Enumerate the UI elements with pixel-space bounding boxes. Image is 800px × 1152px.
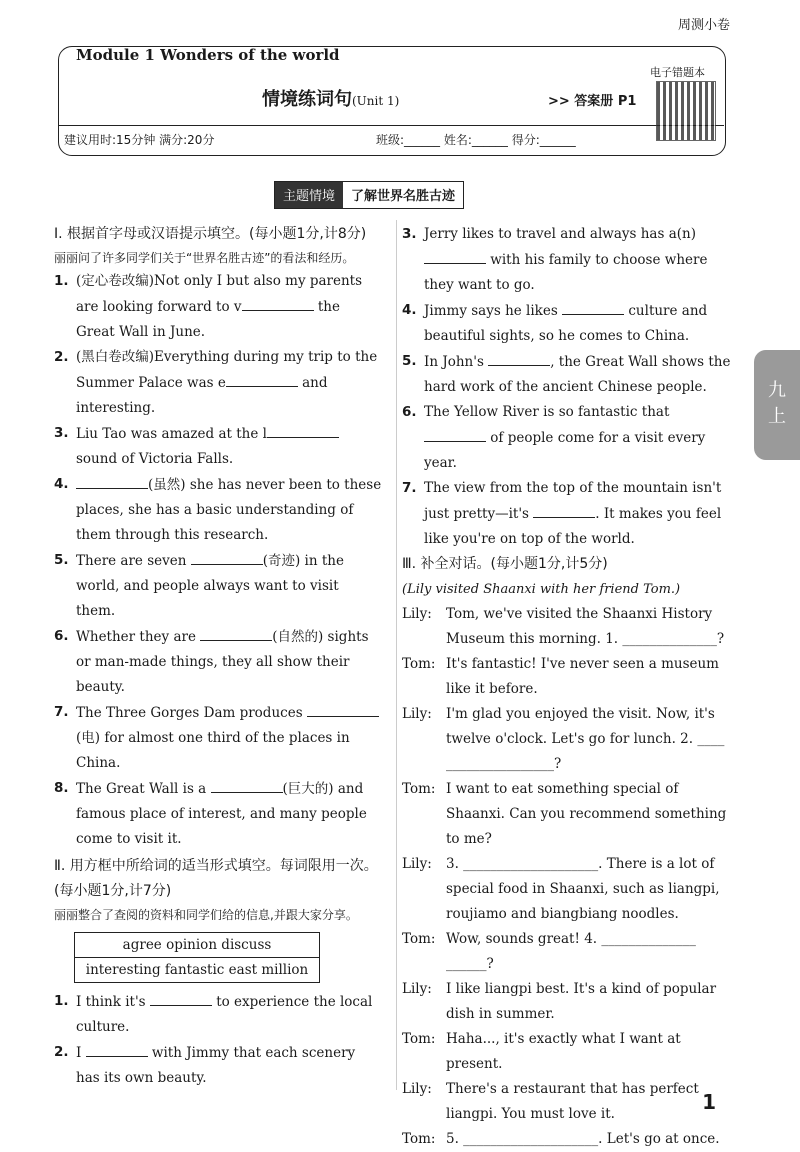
question-text <box>424 476 732 552</box>
question-post: sound of Victoria Falls. <box>76 451 234 467</box>
speaker-label: Tom: <box>402 1031 436 1047</box>
question-text <box>76 421 382 472</box>
dialogue-context: (Lily visited Shaanxi with her friend Tom.) <box>402 582 681 597</box>
grade-side-tab <box>754 350 800 460</box>
question-pre: Whether they are <box>76 629 201 645</box>
question-text <box>76 548 382 624</box>
question-post: of people come for a visit every year. <box>424 430 706 471</box>
question-number: 4. <box>402 302 417 318</box>
time-score-info: 建议用时:15分钟 满分:20分 <box>64 133 215 147</box>
question-pre: (定心卷改编)Not only I but also my parents are looking forward to v <box>76 273 363 315</box>
answer-blank[interactable] <box>150 989 212 1006</box>
answer-blank[interactable] <box>424 425 486 442</box>
question-pre: The view from the top of the mountain isn't just pretty—it's <box>424 480 722 522</box>
question-number: 1. <box>54 273 69 289</box>
section-2-intro: 丽丽整合了查阅的资料和同学们给的信息,并跟大家分享。 <box>54 908 358 922</box>
dialogue-line <box>402 1077 732 1127</box>
speaker-label: Lily: <box>402 706 432 722</box>
question-item <box>402 400 732 476</box>
dialogue-text[interactable]: I want to eat something special of Shaanxi. Can you recommend something to me? <box>446 781 727 847</box>
question-pre: Jimmy says he likes <box>424 303 563 319</box>
question-number: 2. <box>54 349 69 365</box>
dialogue-line <box>402 977 732 1027</box>
top-tag: 周测小卷 <box>677 18 730 33</box>
answer-blank[interactable] <box>242 294 314 311</box>
speaker-label: Tom: <box>402 656 436 672</box>
answer-reference: >> 答案册 P1 <box>548 94 637 109</box>
question-item <box>402 349 732 400</box>
question-post: with Jimmy that each scenery has its own beauty. <box>76 1045 356 1086</box>
right-column <box>402 222 732 1152</box>
dialogue-line <box>402 927 732 977</box>
question-text <box>76 700 382 776</box>
question-number: 3. <box>54 425 69 441</box>
dialogue-line <box>402 777 732 852</box>
question-number: 6. <box>54 628 69 644</box>
question-text <box>76 269 382 345</box>
dialogue-line <box>402 1127 732 1152</box>
question-item <box>54 989 382 1040</box>
question-post: (奇迹) in the world, and people always want to visit them. <box>76 553 344 619</box>
qr-code-icon[interactable] <box>656 81 716 141</box>
header-divider <box>58 125 724 126</box>
question-post: (巨大的) and famous place of interest, and many people come to visit it. <box>76 781 367 847</box>
answer-blank[interactable] <box>267 421 339 438</box>
speaker-label: Lily: <box>402 606 432 622</box>
answer-blank[interactable] <box>488 349 550 366</box>
question-pre: There are seven <box>76 553 191 569</box>
dialogue-text[interactable]: Tom, we've visited the Shaanxi History Museum this morning. 1. ______________? <box>446 606 725 647</box>
student-info-fields: 班级:______ 姓名:______ 得分:______ <box>376 133 576 147</box>
theme-tag: 主题情境 <box>275 182 343 208</box>
qr-label: 电子错题本 <box>650 66 705 79</box>
question-item <box>402 222 732 298</box>
question-item <box>54 269 382 345</box>
question-item <box>54 421 382 472</box>
dialogue-line <box>402 852 732 927</box>
section-2-title: Ⅱ. 用方框中所给词的适当形式填空。每词限用一次。(每小题1分,计7分) <box>54 858 378 899</box>
question-item <box>54 345 382 421</box>
side-tab-char: 九 <box>768 380 786 401</box>
side-tab-char: 上 <box>768 406 786 427</box>
question-post: the Great Wall in June. <box>76 299 340 340</box>
module-title: Module 1 Wonders of the world <box>76 46 340 64</box>
question-number: 5. <box>54 552 69 568</box>
dialogue-text[interactable]: There's a restaurant that has perfect liangpi. You must love it. <box>446 1081 699 1122</box>
question-text <box>76 624 382 700</box>
question-item <box>54 472 382 548</box>
question-text <box>424 222 732 298</box>
question-pre: The Yellow River is so fantastic that <box>424 404 670 420</box>
word-box-row: agree opinion discuss <box>122 937 272 953</box>
dialogue-text[interactable]: I'm glad you enjoyed the visit. Now, it's twelve o'clock. Let's go for lunch. 2. ____ ________________? <box>446 706 725 772</box>
question-pre: Jerry likes to travel and always has a(n) <box>424 226 696 242</box>
speaker-label: Tom: <box>402 781 436 797</box>
question-number: 2. <box>54 1044 69 1060</box>
section-1-title: Ⅰ. 根据首字母或汉语提示填空。(每小题1分,计8分) <box>54 226 367 242</box>
question-item <box>54 776 382 852</box>
dialogue-text[interactable]: Haha..., it's exactly what I want at present. <box>446 1031 681 1072</box>
page-title <box>262 85 399 111</box>
word-box-row: interesting fantastic east million <box>75 957 319 982</box>
dialogue-line <box>402 652 732 702</box>
page-number: 1 <box>702 1090 716 1114</box>
question-item <box>54 700 382 776</box>
question-text <box>76 1040 382 1091</box>
dialogue-text[interactable]: Wow, sounds great! 4. ______________ ______? <box>446 931 696 972</box>
question-post: to experience the local culture. <box>76 994 373 1035</box>
question-post: (虽然) she has never been to these places, she has a basic understanding of them through this research. <box>76 477 382 543</box>
question-pre: I <box>76 1045 86 1061</box>
question-text <box>76 345 382 421</box>
question-post: culture and beautiful sights, so he comes to China. <box>424 303 708 344</box>
question-pre: (黑白卷改编)Everything during my trip to the Summer Palace was e <box>76 349 378 391</box>
answer-blank[interactable] <box>424 247 486 264</box>
answer-blank[interactable] <box>562 298 624 315</box>
speaker-label: Tom: <box>402 1131 436 1147</box>
question-item <box>54 624 382 700</box>
question-post: . It makes you feel like you're on top of the world. <box>424 506 722 547</box>
dialogue-text[interactable]: It's fantastic! I've never seen a museum like it before. <box>446 656 719 697</box>
question-number: 8. <box>54 780 69 796</box>
question-pre: In John's <box>424 354 489 370</box>
dialogue-text[interactable]: 3. ____________________. There is a lot of special food in Shaanxi, such as liangpi, roujiamo and biangbiang noodles. <box>446 856 720 922</box>
dialogue-text[interactable]: I like liangpi best. It's a kind of popular dish in summer. <box>446 981 717 1022</box>
question-number: 5. <box>402 353 417 369</box>
answer-blank[interactable] <box>191 548 263 565</box>
answer-blank[interactable] <box>533 501 595 518</box>
question-item <box>54 548 382 624</box>
title-text: 情境练词句 <box>262 89 352 110</box>
word-box <box>74 932 320 983</box>
section-3-title: Ⅲ. 补全对话。(每小题1分,计5分) <box>402 556 608 572</box>
dialogue-text[interactable]: 5. ____________________. Let's go at once. <box>446 1131 720 1147</box>
question-text <box>424 349 732 400</box>
question-number: 4. <box>54 476 69 492</box>
question-pre: The Great Wall is a <box>76 781 211 797</box>
dialogue-line <box>402 702 732 777</box>
question-pre: I think it's <box>76 994 150 1010</box>
speaker-label: Tom: <box>402 931 436 947</box>
question-post: (自然的) sights or man-made things, they all show their beauty. <box>76 629 369 695</box>
answer-blank[interactable] <box>200 624 272 641</box>
question-number: 6. <box>402 404 417 420</box>
question-post: with his family to choose where they want to go. <box>424 252 708 293</box>
answer-blank[interactable] <box>211 776 283 793</box>
question-item <box>402 298 732 349</box>
theme-banner <box>274 181 464 209</box>
question-pre: Liu Tao was amazed at the l <box>76 426 267 442</box>
theme-text: 了解世界名胜古迹 <box>351 189 456 204</box>
question-number: 1. <box>54 993 69 1009</box>
dialogue-line <box>402 602 732 652</box>
left-column <box>54 222 382 1091</box>
answer-blank[interactable] <box>86 1040 148 1057</box>
question-post: (电) for almost one third of the places in China. <box>76 730 350 771</box>
question-text <box>76 472 382 548</box>
answer-blank[interactable] <box>226 370 298 387</box>
question-post: , the Great Wall shows the hard work of the ancient Chinese people. <box>424 354 731 395</box>
question-item <box>402 476 732 552</box>
question-number: 7. <box>54 704 69 720</box>
section-1-intro: 丽丽问了许多同学们关于“世界名胜古迹”的看法和经历。 <box>54 251 355 265</box>
speaker-label: Lily: <box>402 856 432 872</box>
column-divider <box>396 220 397 1090</box>
question-text <box>76 776 382 852</box>
question-number: 3. <box>402 226 417 242</box>
question-text <box>76 989 382 1040</box>
speaker-label: Lily: <box>402 981 432 997</box>
question-text <box>424 400 732 476</box>
question-post: and interesting. <box>76 375 328 416</box>
speaker-label: Lily: <box>402 1081 432 1097</box>
question-text <box>424 298 732 349</box>
dialogue-line <box>402 1027 732 1077</box>
question-item <box>54 1040 382 1091</box>
question-number: 7. <box>402 480 417 496</box>
unit-label: (Unit 1) <box>352 94 400 108</box>
question-pre: The Three Gorges Dam produces <box>76 705 307 721</box>
answer-blank[interactable] <box>76 472 148 489</box>
answer-blank[interactable] <box>307 700 379 717</box>
